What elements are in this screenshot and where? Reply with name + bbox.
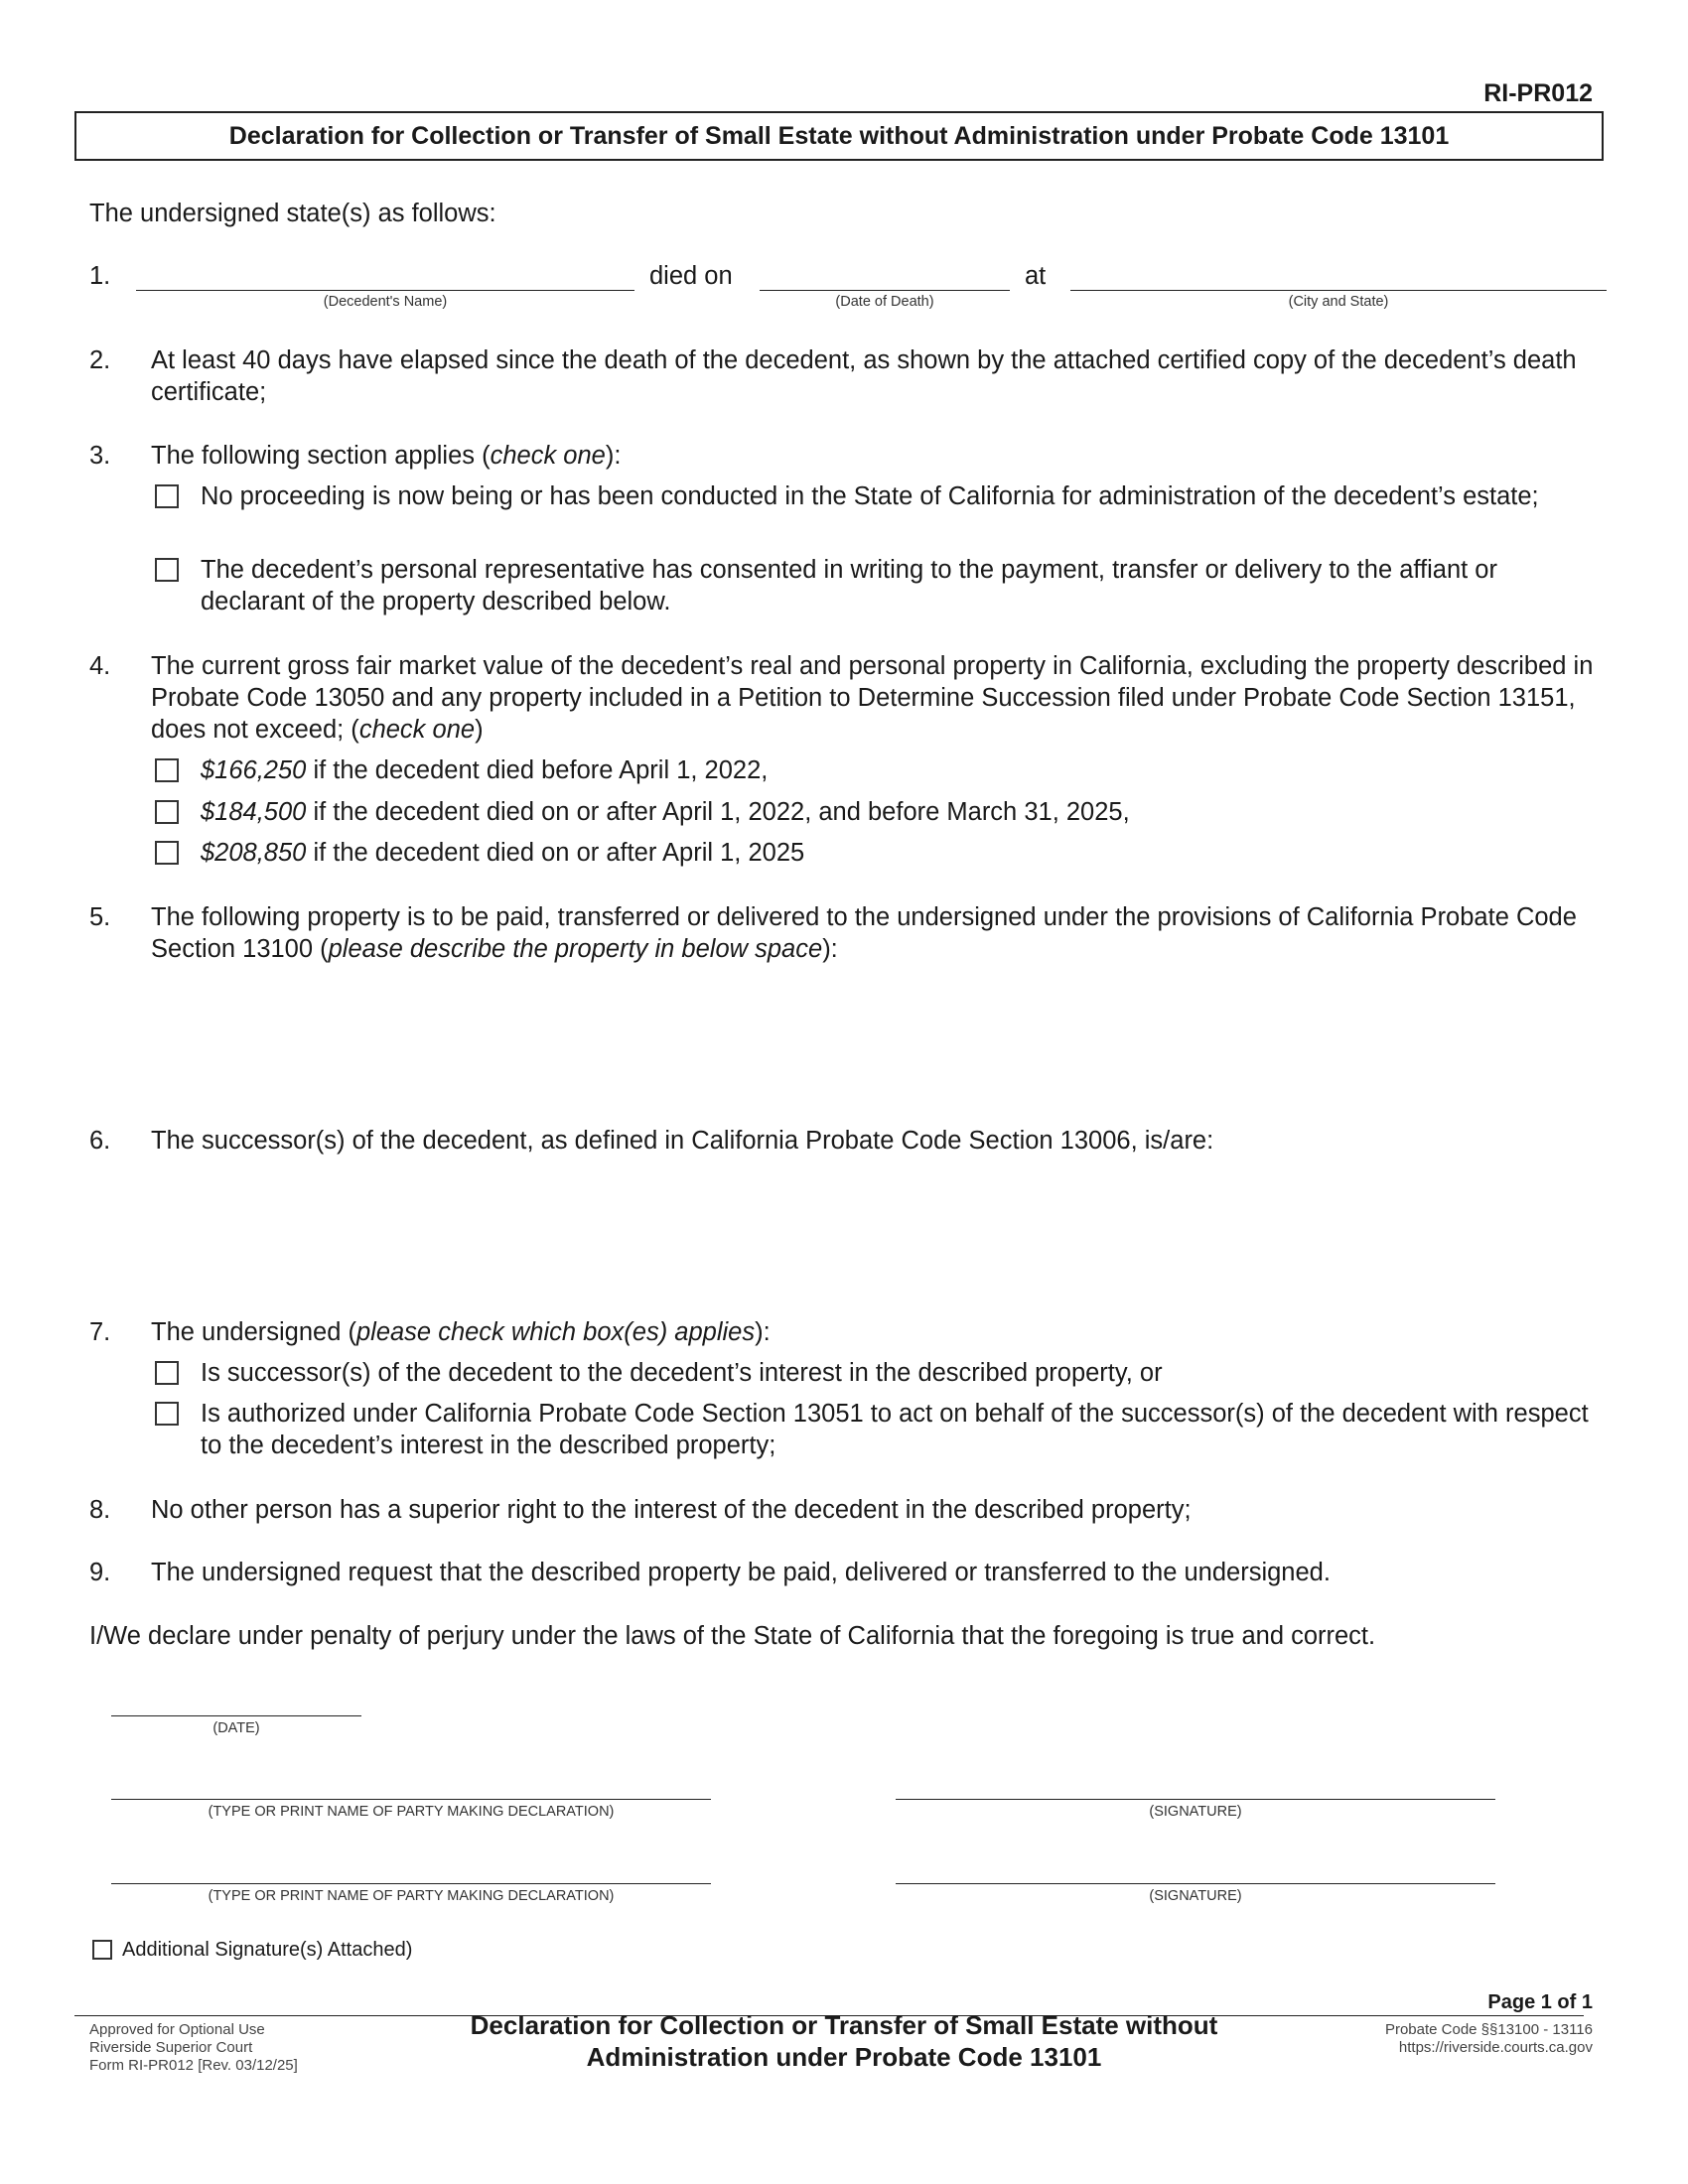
item-2-number: 2. — [89, 346, 111, 374]
footer-left-line-1: Approved for Optional Use — [89, 2021, 265, 2038]
signature-caption-1: (SIGNATURE) — [1149, 1804, 1242, 1820]
signature-field-2[interactable] — [896, 1883, 1495, 1884]
page-number: Page 1 of 1 — [1487, 1991, 1593, 2013]
item-3-option-2-checkbox[interactable] — [155, 558, 179, 582]
item-7-text: The undersigned (please check which box(es) applies): — [151, 1318, 771, 1346]
footer-left-line-2: Riverside Superior Court — [89, 2039, 253, 2056]
form-code: RI-PR012 — [1483, 79, 1593, 107]
item-3-number: 3. — [89, 442, 111, 470]
item-4-option-2-text: $184,500 if the decedent died on or after April 1, 2022, and before March 31, 2025, — [201, 798, 1130, 826]
item-6-text: The successor(s) of the decedent, as defined in California Probate Code Section 13006, is/are: — [151, 1127, 1214, 1155]
footer-left — [89, 2021, 298, 2075]
item-6-number: 6. — [89, 1127, 111, 1155]
footer-title-line-1: Declaration for Collection or Transfer of Small Estate without — [470, 2010, 1218, 2040]
declaration-text: I/We declare under penalty of perjury under the laws of the State of California that the foregoing is true and correct. — [89, 1622, 1376, 1650]
item-1-number: 1. — [89, 262, 111, 290]
item-3-text: The following section applies (check one): — [151, 442, 622, 470]
city-state-caption: (City and State) — [1288, 294, 1389, 310]
date-of-death-caption: (Date of Death) — [835, 294, 934, 310]
city-state-field[interactable] — [1070, 290, 1607, 291]
item-3-option-2-text: The decedent’s personal representative has consented in writing to the payment, transfer or delivery to the affiant or declarant of the property described below. — [201, 556, 1497, 615]
item-4-option-3-checkbox[interactable] — [155, 841, 179, 865]
footer-title-line-2: Administration under Probate Code 13101 — [586, 2042, 1102, 2072]
item-4-option-1-text: $166,250 if the decedent died before April 1, 2022, — [201, 756, 769, 784]
item-8-text: No other person has a superior right to the interest of the decedent in the described property; — [151, 1496, 1192, 1524]
name-caption-2: (TYPE OR PRINT NAME OF PARTY MAKING DECLARATION) — [208, 1888, 615, 1904]
successors-area[interactable] — [151, 1171, 1601, 1310]
item-4-option-2-checkbox[interactable] — [155, 800, 179, 824]
intro-text: The undersigned state(s) as follows: — [89, 200, 496, 227]
item-4-number: 4. — [89, 652, 111, 680]
item-7-option-2-text: Is authorized under California Probate Code Section 13051 to act on behalf of the successor(s) of the decedent with respect to the decedent’s interest in the described property; — [201, 1400, 1589, 1459]
property-description-area[interactable] — [151, 973, 1601, 1112]
item-2-text: At least 40 days have elapsed since the death of the decedent, as shown by the attached certified copy of the decedent’s death certificate; — [151, 346, 1577, 406]
footer-right-line-2[interactable]: https://riverside.courts.ca.gov — [1398, 2039, 1593, 2056]
signature-field-1[interactable] — [896, 1799, 1495, 1800]
name-field-1[interactable] — [111, 1799, 711, 1800]
item-5-text: The following property is to be paid, transferred or delivered to the undersigned under the provisions of California Probate Code Section 13100 (please describe the property in below space): — [151, 903, 1577, 963]
footer-left-line-3: Form RI-PR012 [Rev. 03/12/25] — [89, 2057, 298, 2074]
item-3-option-1-text: No proceeding is now being or has been conducted in the State of California for administration of the decedent’s estate; — [201, 482, 1539, 510]
item-9-text: The undersigned request that the described property be paid, delivered or transferred to the undersigned. — [151, 1559, 1331, 1586]
form-title — [74, 111, 1604, 161]
item-3-option-1-checkbox[interactable] — [155, 484, 179, 508]
date-caption: (DATE) — [212, 1720, 260, 1736]
item-7-option-2-checkbox[interactable] — [155, 1402, 179, 1426]
item-8-number: 8. — [89, 1496, 111, 1524]
footer-title — [397, 2009, 1291, 2073]
signature-caption-2: (SIGNATURE) — [1149, 1888, 1242, 1904]
item-4-option-3-text: $208,850 if the decedent died on or after April 1, 2025 — [201, 839, 805, 867]
footer-right — [1385, 2021, 1593, 2057]
name-caption-1: (TYPE OR PRINT NAME OF PARTY MAKING DECLARATION) — [208, 1804, 615, 1820]
item-4-option-1-checkbox[interactable] — [155, 758, 179, 782]
item-4-text: The current gross fair market value of the decedent’s real and personal property in California, excluding the property described in Probate Code 13050 and any property included in a Petition to Determine Succession filed under Probate Code Section 13151, does not exceed; (check one) — [151, 652, 1594, 744]
decedent-name-field[interactable] — [136, 290, 634, 291]
decedent-name-caption: (Decedent's Name) — [323, 294, 448, 310]
date-of-death-field[interactable] — [760, 290, 1010, 291]
at-label: at — [1025, 262, 1047, 290]
name-field-2[interactable] — [111, 1883, 711, 1884]
form-title-text: Declaration for Collection or Transfer of Small Estate without Administration under Probate Code 13101 — [228, 121, 1450, 150]
footer-right-line-1: Probate Code §§13100 - 13116 — [1384, 2021, 1593, 2038]
died-on-label: died on — [649, 262, 733, 290]
item-7-number: 7. — [89, 1318, 111, 1346]
additional-signatures-label: Additional Signature(s) Attached) — [122, 1939, 413, 1961]
item-7-option-1-text: Is successor(s) of the decedent to the decedent’s interest in the described property, or — [201, 1359, 1163, 1387]
date-field[interactable] — [111, 1715, 361, 1716]
item-5-number: 5. — [89, 903, 111, 931]
item-7-option-1-checkbox[interactable] — [155, 1361, 179, 1385]
item-9-number: 9. — [89, 1559, 111, 1586]
additional-signatures-checkbox[interactable] — [92, 1940, 112, 1960]
